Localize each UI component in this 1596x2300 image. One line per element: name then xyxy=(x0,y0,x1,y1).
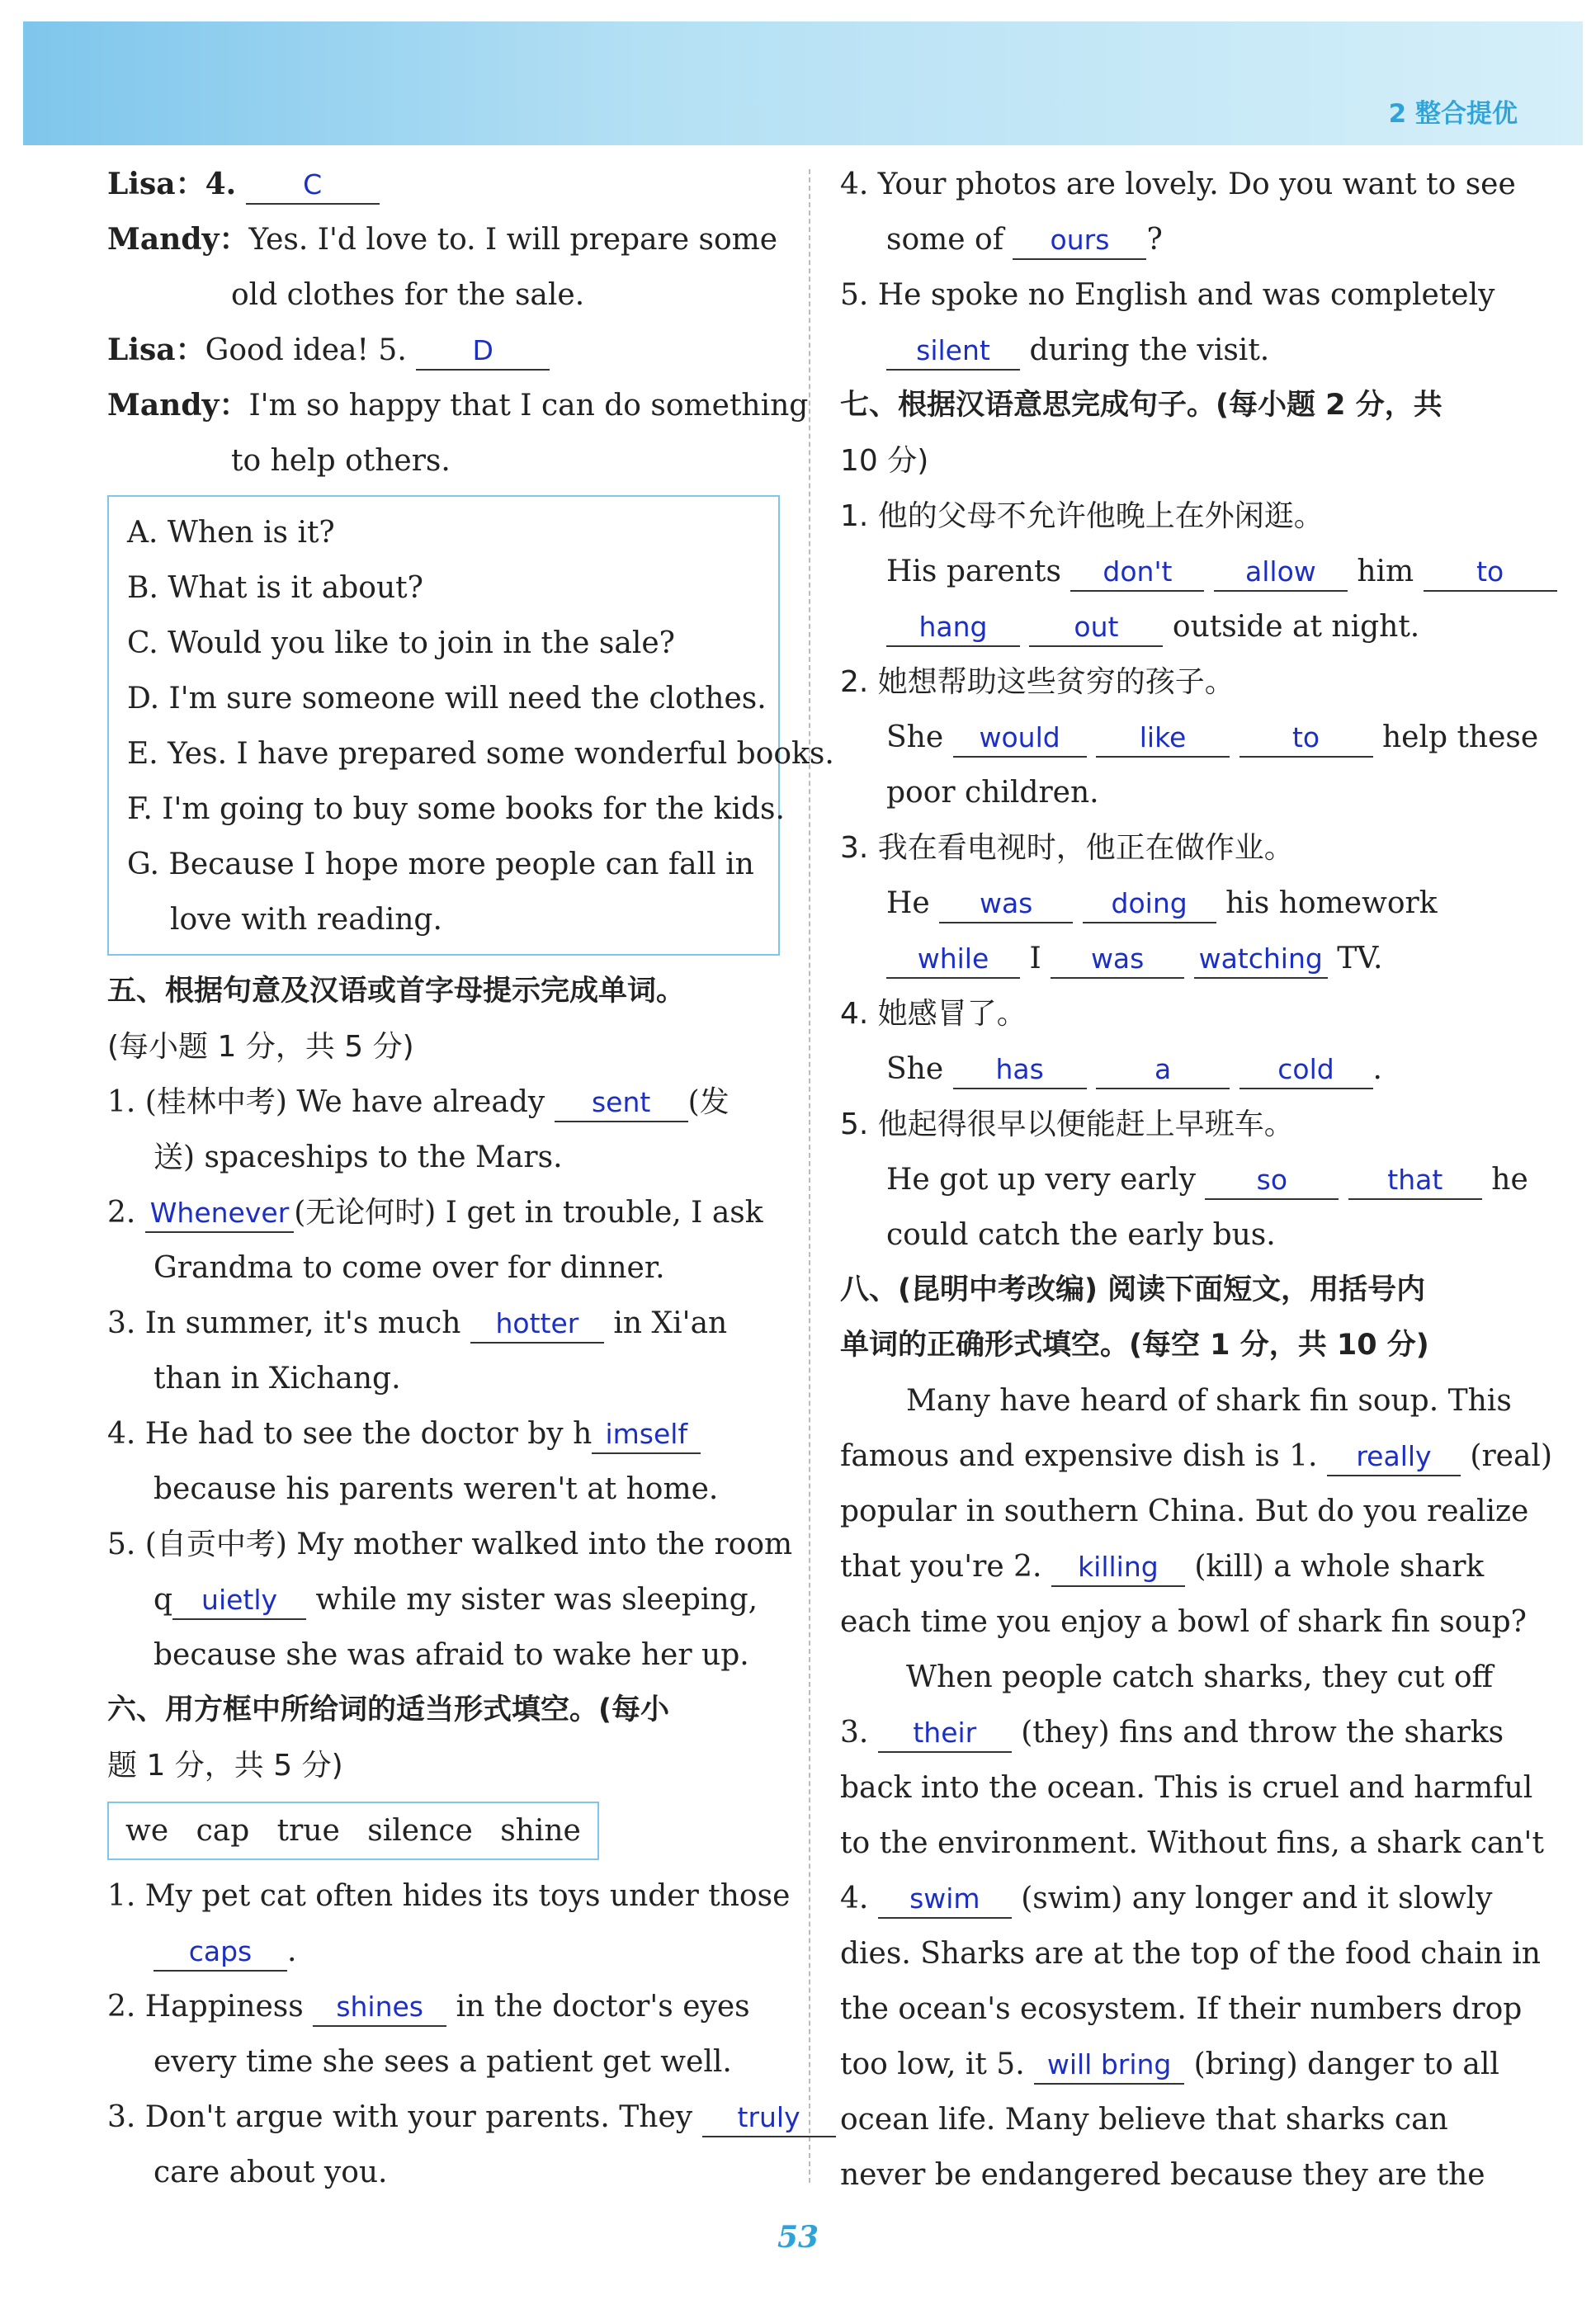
option: G. Because I hope more people can fall in xyxy=(127,848,754,881)
section-note: 题 1 分，共 5 分) xyxy=(107,1749,343,1783)
question-cont: every time she sees a patient get well. xyxy=(153,2045,732,2079)
question-cont: q uietly while my sister was sleeping, xyxy=(107,1572,780,1627)
question: 5. (自贡中考) My mother walked into the room xyxy=(107,1528,793,1561)
question-en: poor children. xyxy=(886,776,1099,810)
dialogue-line: Mandy：Yes. I'd love to. I will prepare some xyxy=(107,222,778,257)
option: C. Would you like to join in the sale? xyxy=(127,626,675,660)
answer: hang xyxy=(886,609,1020,647)
passage-line: back into the ocean. This is cruel and harmful xyxy=(840,1771,1533,1805)
answer: will bring xyxy=(1034,2047,1184,2085)
answer: cold xyxy=(1239,1051,1373,1089)
answer: hotter xyxy=(470,1306,604,1344)
question-cont: silent during the visit. xyxy=(840,323,1518,378)
question-cont: because she was afraid to wake her up. xyxy=(153,1638,749,1672)
answer: ours xyxy=(1013,222,1146,260)
answer: silent xyxy=(886,333,1020,371)
question: 3. In summer, it's much hotter in Xi'an xyxy=(107,1296,780,1351)
question-cont: Grandma to come over for dinner. xyxy=(153,1251,665,1285)
right-column xyxy=(840,157,1552,2203)
header-banner xyxy=(23,21,1583,145)
answer: was xyxy=(1051,941,1184,979)
question: 1. (桂林中考) We have already sent (发 xyxy=(107,1074,780,1130)
question-en: His parents don't allow him to xyxy=(840,544,1518,599)
passage-line: When people catch sharks, they cut off xyxy=(906,1660,1494,1694)
passage-line: each time you enjoy a bowl of shark fin soup? xyxy=(840,1605,1527,1639)
passage-line: to the environment. Without fins, a shark can't xyxy=(840,1826,1544,1860)
word-box: we cap true silence shine xyxy=(107,1802,599,1860)
question-cn: 2. 她想帮助这些贫穷的孩子。 xyxy=(840,665,1235,699)
question-en: could catch the early bus. xyxy=(886,1218,1276,1252)
answer: to xyxy=(1424,554,1557,592)
answer: would xyxy=(953,720,1087,758)
answer: watching xyxy=(1194,941,1328,979)
question-cont: care about you. xyxy=(153,2156,388,2189)
question-en: He got up very early so that he xyxy=(840,1152,1518,1207)
answer: killing xyxy=(1051,1549,1185,1587)
answer: allow xyxy=(1214,554,1348,592)
question-en: hang out outside at night. xyxy=(840,599,1518,654)
option: B. What is it about? xyxy=(127,571,423,605)
passage-line: Many have heard of shark fin soup. This xyxy=(906,1384,1512,1418)
answer: out xyxy=(1029,609,1163,647)
answer: don't xyxy=(1070,554,1204,592)
answer: like xyxy=(1096,720,1230,758)
question: 3. Don't argue with your parents. They truly xyxy=(107,2090,780,2145)
section-title: 七、根据汉语意思完成句子。(每小题 2 分，共 xyxy=(840,389,1443,422)
answer: C xyxy=(246,167,380,205)
question: 4. Your photos are lovely. Do you want to see xyxy=(840,168,1516,201)
answer: doing xyxy=(1083,886,1216,923)
left-column xyxy=(107,157,834,2200)
page-number: 53 xyxy=(777,2220,819,2255)
answer: so xyxy=(1205,1162,1339,1200)
answer: really xyxy=(1327,1438,1461,1476)
section-tag: 2 整合提优 xyxy=(1388,99,1518,129)
passage-line: dies. Sharks are at the top of the food chain in xyxy=(840,1937,1541,1971)
question: 1. My pet cat often hides its toys under those xyxy=(107,1879,791,1913)
answer: Whenever xyxy=(145,1195,294,1233)
question-cn: 4. 她感冒了。 xyxy=(840,997,1027,1031)
answer: D xyxy=(416,333,550,371)
section-title: 单词的正确形式填空。(每空 1 分，共 10 分) xyxy=(840,1329,1429,1362)
column-divider xyxy=(809,169,810,2183)
passage-line: never be endangered because they are the xyxy=(840,2158,1485,2192)
dialogue-line: Mandy：I'm so happy that I can do something xyxy=(107,388,809,423)
section-title: 六、用方框中所给词的适当形式填空。(每小 xyxy=(107,1693,669,1726)
question-cn: 3. 我在看电视时，他正在做作业。 xyxy=(840,831,1294,865)
dialogue-line: old clothes for the sale. xyxy=(231,278,585,312)
answer: that xyxy=(1348,1162,1482,1200)
dialogue-line: to help others. xyxy=(231,444,451,478)
passage-line: ocean life. Many believe that sharks can xyxy=(840,2103,1448,2137)
question-en: He was doing his homework xyxy=(840,876,1518,931)
answer: caps xyxy=(153,1934,287,1972)
answer: shines xyxy=(313,1989,446,2027)
section-note: 10 分) xyxy=(840,444,929,478)
answer: truly xyxy=(702,2099,836,2137)
question-en: She has a cold . xyxy=(840,1041,1518,1097)
answer: while xyxy=(886,941,1020,979)
option: A. When is it? xyxy=(127,516,335,550)
answer: to xyxy=(1239,720,1373,758)
answer: their xyxy=(878,1715,1012,1753)
section-note: (每小题 1 分，共 5 分) xyxy=(107,1030,414,1064)
question-cn: 1. 他的父母不允许他晚上在外闲逛。 xyxy=(840,499,1324,533)
question-cont: caps . xyxy=(107,1924,780,1979)
passage-line: the ocean's ecosystem. If their numbers drop xyxy=(840,1992,1523,2026)
passage-line: popular in southern China. But do you realize xyxy=(840,1495,1529,1528)
question-cont: some of ours ? xyxy=(840,212,1518,267)
question: 2. Happiness shines in the doctor's eyes xyxy=(107,1979,780,2034)
question: 4. He had to see the doctor by h imself xyxy=(107,1406,780,1462)
passage-line: 4. swim (swim) any longer and it slowly xyxy=(840,1871,1518,1926)
answer: imself xyxy=(592,1416,701,1454)
passage-line: that you're 2. killing (kill) a whole shark xyxy=(840,1539,1518,1594)
passage-line: too low, it 5. will bring (bring) danger to all xyxy=(840,2037,1518,2092)
question: 2. Whenever (无论何时) I get in trouble, I ask xyxy=(107,1185,780,1240)
answer: has xyxy=(953,1051,1087,1089)
passage-line: famous and expensive dish is 1. really (real) xyxy=(840,1429,1518,1484)
answer: swim xyxy=(878,1881,1012,1919)
section-title: 八、(昆明中考改编) 阅读下面短文，用括号内 xyxy=(840,1273,1426,1306)
question-en: while I was watching TV. xyxy=(840,931,1518,986)
option: D. I'm sure someone will need the clothes. xyxy=(127,682,767,716)
section-title: 五、根据句意及汉语或首字母提示完成单词。 xyxy=(107,975,686,1008)
question-cn: 5. 他起得很早以便能赶上早班车。 xyxy=(840,1107,1294,1141)
answer: sent xyxy=(555,1084,688,1122)
answer: uietly xyxy=(172,1582,306,1620)
question: 5. He spoke no English and was completely xyxy=(840,278,1495,312)
option: love with reading. xyxy=(170,903,442,937)
answer: was xyxy=(939,886,1073,923)
options-box xyxy=(107,495,834,956)
question-en: She would like to help these xyxy=(840,710,1518,765)
dialogue-line: Lisa：4. C xyxy=(107,157,780,212)
option: E. Yes. I have prepared some wonderful books. xyxy=(127,737,834,771)
question-cont: because his parents weren't at home. xyxy=(153,1472,719,1506)
answer: a xyxy=(1096,1051,1230,1089)
question-cont: 送) spaceships to the Mars. xyxy=(153,1141,563,1174)
passage-line: 3. their (they) fins and throw the sharks xyxy=(840,1705,1518,1760)
dialogue-line: Lisa：Good idea! 5. D xyxy=(107,323,780,378)
option: F. I'm going to buy some books for the kids. xyxy=(127,792,785,826)
question-cont: than in Xichang. xyxy=(153,1362,401,1396)
